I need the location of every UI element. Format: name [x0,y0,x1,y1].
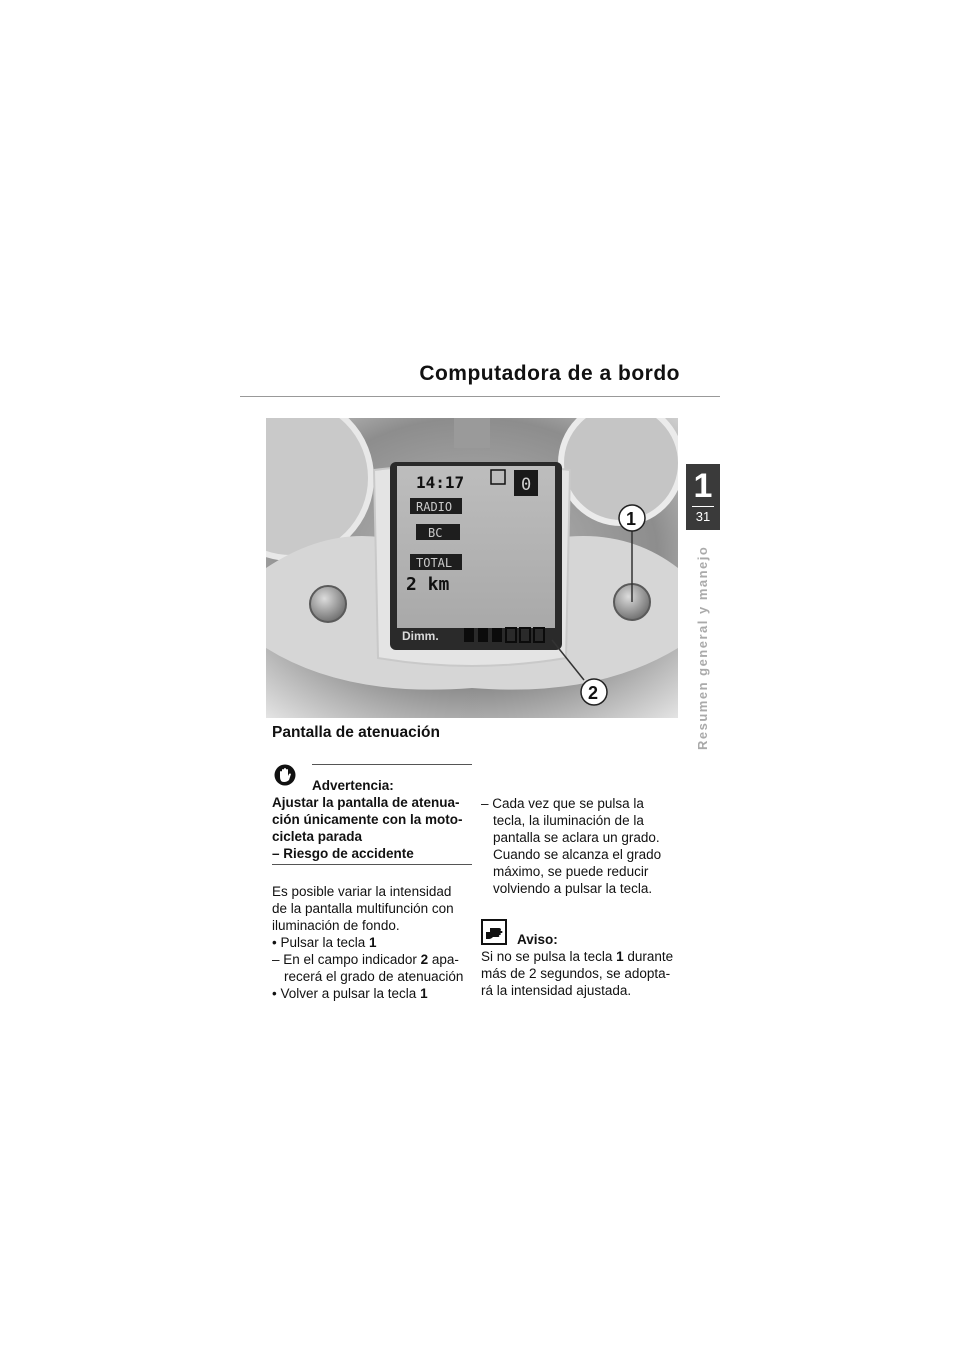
warning-block [272,764,472,865]
result-paragraph [481,795,701,897]
warning-line: – Riesgo de accidente [272,846,414,861]
step-ref: 2 [420,952,429,967]
instrument-cluster-photo [266,418,678,718]
note-text [481,948,701,999]
body-line: volviendo a pulsar la tecla. [493,881,653,896]
warning-line: ción únicamente con la moto- [272,812,463,827]
body-line: Es posible variar la intensidad [272,884,452,899]
note-line [481,948,701,965]
step-item [272,985,472,1002]
left-column [272,764,472,1002]
chapter-tab [686,464,720,530]
warning-rule-top [312,764,472,765]
step-ref: 1 [369,935,377,950]
warning-text [272,794,472,862]
note-text-part: durante [623,949,674,964]
chapter-side-label: Resumen general y manejo [695,545,710,750]
display-menu-radio: RADIO [416,500,453,514]
body-line: Cuando se alcanza el grado [493,847,662,862]
step-text: apa- [428,952,459,967]
warning-line: Ajustar la pantalla de atenua- [272,795,460,810]
step-continuation: recerá el grado de atenuación [284,969,464,984]
intro-paragraph [272,883,472,934]
step-text: • Pulsar la tecla [272,935,370,950]
warning-rule-bottom [272,864,472,865]
page-title: Computadora de a bordo [419,362,680,385]
body-line: iluminación de fondo. [272,918,400,933]
step-text: • Volver a pulsar la tecla [272,986,421,1001]
body-line: – Cada vez que se pulsa la [481,796,644,811]
note-text-part: Si no se pulsa la tecla [481,949,617,964]
step-item [272,951,472,968]
section-heading: Pantalla de atenuación [272,724,440,741]
note-ref: 1 [616,949,624,964]
step-item [272,934,472,951]
body-line: de la pantalla multifunción con [272,901,454,916]
warning-label: Advertencia: [312,778,394,793]
body-line: máximo, se puede reducir [493,864,649,879]
callout-2: 2 [588,683,599,703]
title-divider [240,396,720,397]
display-gear: 0 [521,475,532,495]
step-ref: 1 [420,986,428,1001]
display-distance: 2 km [406,574,450,595]
display-time: 14:17 [416,473,465,492]
note-line: más de 2 segundos, se adopta- [481,966,671,981]
note-hand-icon [481,919,507,945]
display-menu-total: TOTAL [416,556,453,570]
body-line: pantalla se aclara un grado. [493,830,660,845]
body-line: tecla, la iluminación de la [493,813,644,828]
note-label: Aviso: [517,932,558,947]
steps-list [272,934,472,1002]
step-text: – En el campo indicador [272,952,421,967]
display-dimm-label: Dimm. [402,629,439,643]
note-line: rá la intensidad ajustada. [481,983,632,998]
page-number: 31 [695,509,711,524]
display-menu-bc: BC [428,526,443,540]
chapter-number: 1 [693,467,713,505]
warning-line: cicleta parada [272,829,363,844]
callout-1: 1 [626,509,637,529]
right-column [481,795,701,999]
hand-stop-icon [274,764,296,786]
